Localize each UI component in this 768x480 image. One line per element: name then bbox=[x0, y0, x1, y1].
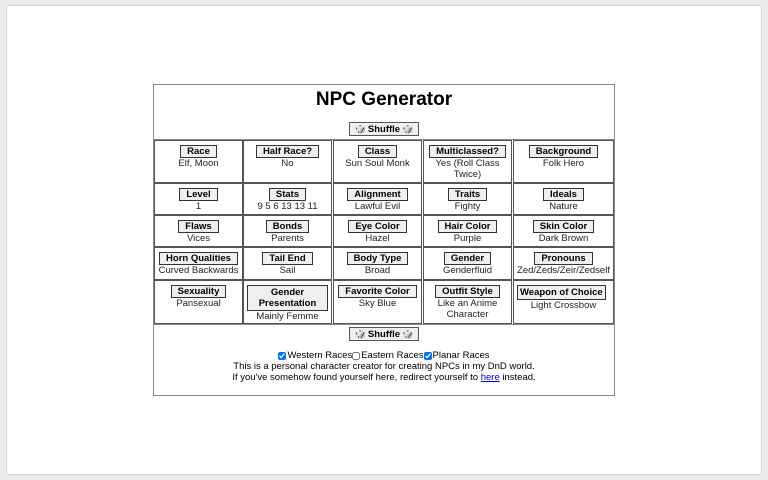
attribute-reroll-button[interactable]: Eye Color bbox=[348, 220, 406, 233]
attribute-cell bbox=[333, 215, 422, 247]
attribute-cell bbox=[154, 183, 243, 215]
option-western-races[interactable] bbox=[278, 350, 352, 361]
attribute-value: Sail bbox=[279, 265, 296, 276]
attribute-value: Sun Soul Monk bbox=[345, 158, 410, 169]
attribute-reroll-button[interactable]: Class bbox=[358, 145, 397, 158]
eastern-races-checkbox[interactable] bbox=[352, 352, 360, 360]
attribute-cell bbox=[513, 183, 614, 215]
attribute-reroll-button[interactable]: Tail End bbox=[262, 252, 312, 265]
attribute-cell bbox=[333, 183, 422, 215]
attribute-reroll-button[interactable]: Stats bbox=[269, 188, 306, 201]
attribute-cell bbox=[154, 215, 243, 247]
attribute-value: Fighty bbox=[454, 201, 481, 212]
option-label: Eastern Races bbox=[361, 350, 424, 361]
option-planar-races[interactable] bbox=[424, 350, 490, 361]
attribute-reroll-button[interactable]: Favorite Color bbox=[338, 285, 416, 298]
attribute-cell bbox=[513, 247, 614, 280]
attribute-cell bbox=[333, 140, 422, 183]
attribute-reroll-button[interactable]: Gender bbox=[444, 252, 491, 265]
attribute-cell bbox=[154, 140, 243, 183]
attribute-cell bbox=[513, 280, 614, 324]
attribute-reroll-button[interactable]: Bonds bbox=[266, 220, 310, 233]
dice-icon: 🎲 bbox=[354, 123, 366, 134]
attribute-cell bbox=[333, 280, 422, 324]
attribute-reroll-button[interactable]: Race bbox=[180, 145, 217, 158]
attribute-value: No bbox=[281, 158, 294, 169]
attribute-value: Hazel bbox=[365, 233, 390, 244]
redirect-suffix: instead. bbox=[502, 372, 536, 383]
attribute-value: Dark Brown bbox=[538, 233, 589, 244]
attribute-value: Purple bbox=[453, 233, 482, 244]
attribute-reroll-button[interactable]: Sexuality bbox=[171, 285, 227, 298]
attribute-cell bbox=[423, 280, 512, 324]
attribute-value: Pansexual bbox=[176, 298, 221, 309]
attribute-reroll-button[interactable]: Multiclassed? bbox=[429, 145, 506, 158]
shuffle-button-top[interactable] bbox=[349, 122, 419, 136]
attribute-cell bbox=[423, 140, 512, 183]
description-text: This is a personal character creator for creating NPCs in my DnD world. bbox=[233, 361, 535, 372]
attribute-reroll-button[interactable]: Half Race? bbox=[256, 145, 319, 158]
attribute-cell bbox=[243, 140, 332, 183]
attribute-cell bbox=[513, 215, 614, 247]
attribute-value: Yes (Roll Class Twice) bbox=[435, 158, 500, 180]
page-title: NPC Generator bbox=[315, 89, 453, 110]
attribute-cell bbox=[243, 183, 332, 215]
attribute-reroll-button[interactable]: Outfit Style bbox=[435, 285, 500, 298]
attribute-value: Light Crossbow bbox=[530, 300, 597, 311]
attribute-reroll-button[interactable]: Flaws bbox=[178, 220, 218, 233]
footer bbox=[154, 350, 614, 383]
attribute-value: Folk Hero bbox=[542, 158, 585, 169]
attribute-value: Parents bbox=[271, 233, 304, 244]
dice-icon: 🎲 bbox=[402, 328, 414, 339]
attribute-value: Curved Backwards bbox=[158, 265, 239, 276]
attribute-cell bbox=[333, 247, 422, 280]
attribute-value: Nature bbox=[549, 201, 578, 212]
planar-races-checkbox[interactable] bbox=[424, 352, 432, 360]
attribute-value: Lawful Evil bbox=[354, 201, 401, 212]
here-link[interactable]: here bbox=[480, 372, 500, 383]
attribute-cell bbox=[243, 247, 332, 280]
option-label: Western Races bbox=[287, 350, 353, 361]
option-label: Planar Races bbox=[432, 350, 490, 361]
attribute-reroll-button[interactable]: Ideals bbox=[543, 188, 584, 201]
shuffle-label: Shuffle bbox=[367, 328, 401, 340]
attribute-value: Elf, Moon bbox=[178, 158, 219, 169]
redirect-text bbox=[154, 372, 614, 383]
attribute-reroll-button[interactable]: Gender Presentation bbox=[247, 285, 328, 311]
attribute-reroll-button[interactable]: Alignment bbox=[347, 188, 407, 201]
attribute-reroll-button[interactable]: Background bbox=[529, 145, 598, 158]
npc-generator-panel bbox=[153, 84, 615, 396]
attribute-cell bbox=[154, 247, 243, 280]
attribute-value: Genderfluid bbox=[442, 265, 493, 276]
attribute-cell bbox=[243, 215, 332, 247]
attribute-cell bbox=[423, 247, 512, 280]
attribute-value: Zed/Zeds/Zeir/Zedself bbox=[517, 265, 610, 276]
attribute-cell bbox=[423, 183, 512, 215]
attribute-reroll-button[interactable]: Traits bbox=[448, 188, 487, 201]
attribute-value: Sky Blue bbox=[358, 298, 397, 309]
attribute-value: Like an Anime Character bbox=[437, 298, 498, 320]
shuffle-label: Shuffle bbox=[367, 123, 401, 135]
attribute-value: 1 bbox=[195, 201, 202, 212]
attribute-reroll-button[interactable]: Skin Color bbox=[533, 220, 595, 233]
attribute-cell bbox=[423, 215, 512, 247]
grid-divider bbox=[154, 324, 614, 325]
redirect-prefix: If you've somehow found yourself here, redirect yourself to bbox=[232, 372, 479, 383]
dice-icon: 🎲 bbox=[402, 123, 414, 134]
attribute-reroll-button[interactable]: Horn Qualities bbox=[159, 252, 238, 265]
attribute-reroll-button[interactable]: Body Type bbox=[347, 252, 409, 265]
attribute-reroll-button[interactable]: Hair Color bbox=[438, 220, 498, 233]
race-options bbox=[154, 350, 614, 361]
western-races-checkbox[interactable] bbox=[278, 352, 286, 360]
attribute-value: 9 5 6 13 13 11 bbox=[257, 201, 318, 212]
option-eastern-races[interactable] bbox=[352, 350, 423, 361]
attribute-value: Broad bbox=[364, 265, 391, 276]
attribute-reroll-button[interactable]: Weapon of Choice bbox=[517, 285, 606, 300]
attribute-cell bbox=[243, 280, 332, 324]
shuffle-button-bottom[interactable] bbox=[349, 327, 419, 341]
attribute-cell bbox=[513, 140, 614, 183]
attribute-reroll-button[interactable]: Level bbox=[179, 188, 217, 201]
attribute-cell bbox=[154, 280, 243, 324]
attribute-reroll-button[interactable]: Pronouns bbox=[534, 252, 592, 265]
attribute-value: Mainly Femme bbox=[256, 311, 319, 322]
dice-icon: 🎲 bbox=[354, 328, 366, 339]
attribute-value: Vices bbox=[186, 233, 211, 244]
